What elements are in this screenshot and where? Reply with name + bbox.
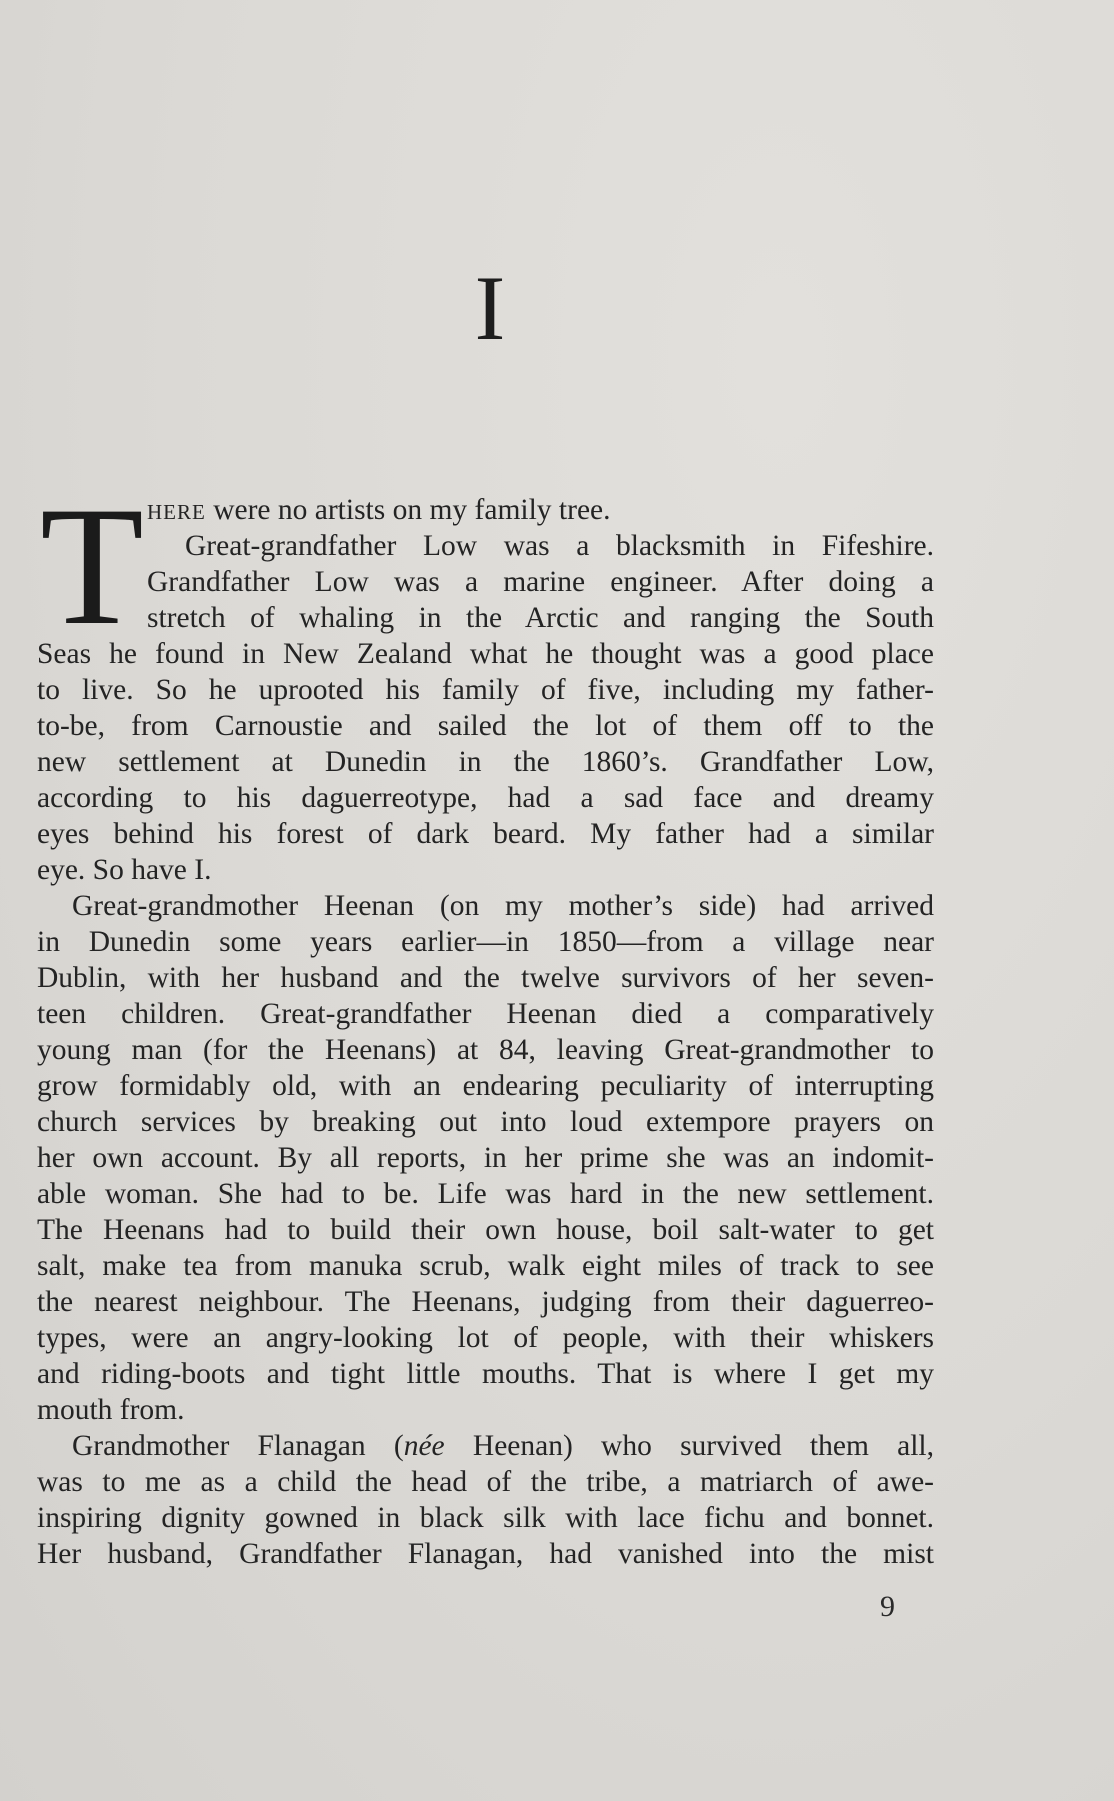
text-line: The Heenans had to build their own house, boil salt-water to get <box>37 1214 934 1246</box>
text-line: according to his daguerreotype, had a sad face and dreamy <box>37 782 934 814</box>
text-line: in Dunedin some years earlier—in 1850—from a village near <box>37 926 934 958</box>
text-line: able woman. She had to be. Life was hard in the new settlement. <box>37 1178 934 1210</box>
text-line: teen children. Great-grandfather Heenan died a comparatively <box>37 998 934 1030</box>
text-line: grow formidably old, with an endearing peculiarity of interrupting <box>37 1070 934 1102</box>
text-line: the nearest neighbour. The Heenans, judging from their daguerreo- <box>37 1286 934 1318</box>
text-line: church services by breaking out into loud extempore prayers on <box>37 1106 934 1138</box>
drop-cap: T <box>40 472 144 660</box>
text-line: types, were an angry-looking lot of people, with their whiskers <box>37 1322 934 1354</box>
text-line: mouth from. <box>37 1394 185 1426</box>
chapter-numeral: I <box>474 257 506 359</box>
text-line: her own account. By all reports, in her prime she was an indomit- <box>37 1142 934 1174</box>
text-line: inspiring dignity gowned in black silk with lace fichu and bonnet. <box>37 1502 934 1534</box>
paragraph-three-first-line <box>37 1428 934 1464</box>
text-line: Great-grandfather Low was a blacksmith in Fifeshire. <box>185 530 934 562</box>
text-line: salt, make tea from manuka scrub, walk eight miles of track to see <box>37 1250 934 1282</box>
text-line: Dublin, with her husband and the twelve survivors of her seven- <box>37 962 934 994</box>
opening-line <box>37 492 934 528</box>
opening-line-rest: were no artists on my family tree. <box>205 494 611 526</box>
text-line: eye. So have I. <box>37 854 212 886</box>
text-line: to-be, from Carnoustie and sailed the lot of them off to the <box>37 710 934 742</box>
text-line: Her husband, Grandfather Flanagan, had vanished into the mist <box>37 1538 934 1570</box>
text-line: to live. So he uprooted his family of five, including my father- <box>37 674 934 706</box>
text-line: and riding-boots and tight little mouths. That is where I get my <box>37 1358 934 1390</box>
text-line: young man (for the Heenans) at 84, leaving Great-grandmother to <box>37 1034 934 1066</box>
opening-small-caps: here <box>147 494 206 526</box>
text-line: Grandfather Low was a marine engineer. After doing a <box>147 566 934 598</box>
para3-before: Grandmother Flanagan ( <box>72 1430 404 1462</box>
text-line: Seas he found in New Zealand what he thought was a good place <box>37 638 934 670</box>
text-line: was to me as a child the head of the tribe, a matriarch of awe- <box>37 1466 934 1498</box>
text-line: Great-grandmother Heenan (on my mother’s side) had arrived <box>72 890 934 922</box>
text-line: eyes behind his forest of dark beard. My father had a similar <box>37 818 934 850</box>
body-text <box>37 472 934 1572</box>
para3-after: Heenan) who survived them all, <box>444 1430 934 1462</box>
page-number: 9 <box>880 1590 895 1623</box>
text-line: new settlement at Dunedin in the 1860’s. Grandfather Low, <box>37 746 934 778</box>
para3-italic: née <box>403 1430 445 1462</box>
text-line: stretch of whaling in the Arctic and ranging the South <box>147 602 934 634</box>
